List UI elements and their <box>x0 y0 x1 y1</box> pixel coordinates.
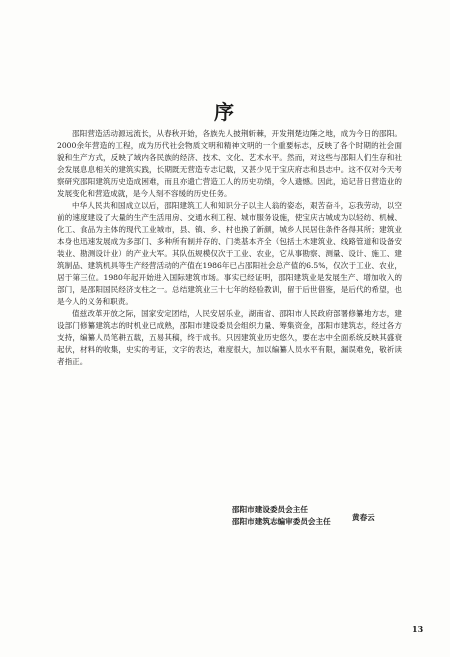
paragraph-1: 邵阳营造活动源远流长，从春秋开始，各族先人披荆斩棘，开发荆楚边陲之地，成为今日的邵阳。2000余年营造的工程，成为历代社会物质文明和精神文明的一个重要标志，反映了各个时期的社会面貌和生产方式，反映了域内各民族的经济、技术、文化、艺术水平。然而，对这些与邵阳人们生存和社会发展息息相关的建筑实践，长期既无营造专志记载，又甚少见于宝庆府志和县志中。这不仅对今天考察研究邵阳建筑历史造成困难，而且亦遗亡营造工人的历史功绩，令人遗憾。因此，追记昔日营造业的发展变化和营造成就，是今人刻不容缓的历史任务。 <box>57 129 402 198</box>
signature-name: 黄春云 <box>352 513 375 522</box>
signature-title-1: 邵阳市建设委员会主任 <box>232 505 308 514</box>
page-number: 13 <box>412 624 424 634</box>
page-title: 序 <box>214 100 236 124</box>
signature-title-2: 邵阳市建筑志编审委员会主任 <box>232 517 331 526</box>
preface-body <box>57 128 402 368</box>
paragraph-3: 值兹改革开放之际，国家安定团结，人民安居乐业，湖南省、邵阳市人民政府部署修纂地方志，建设部门修纂建筑志的时机业已成熟，邵阳市建设委员会组织力量、筹集资金，邵阳市建筑志，经过各方支持，编纂人员笔耕五载，五易其稿，终于成书。只因建筑业历史悠久，要在志中全面系统反映其盛衰起伏，材料的收集，史实的考证，文字的表达，难度很大，加以编纂人员水平有限，漏误难免，敬祈读者指正。 <box>57 309 402 366</box>
paragraph-2: 中华人民共和国成立以后，邵阳建筑工人和知识分子以主人翁的姿态，艰苦奋斗，忘我劳动，以空前的速度建设了大量的生产生活用房、交通水利工程、城市服务设施，使宝庆古城成为以轻纺、机械、化工、食品为主体的现代工业城市，县、镇、乡、村也换了新颜，城乡人民居住条件各得其所；建筑业本身也迅速发展成为多部门、多种所有制并存的、门类基本齐全（包括土木建筑业、线路管道和设备安装业、勘测设计业）的产业大军。其队伍规模仅次于工业、农业，它从事勘察、测量、设计、施工、建筑制品、建筑机具等生产经营活动的产值在1986年已占邵阳社会总产值的6.5%，仅次于工业、农业，居于第三位。1980年起开始进入国际建筑市场。事实已经证明，邵阳建筑业是发展生产、增加收入的部门，是邵阳国民经济支柱之一。总结建筑业三十七年的经验教训，留于后世借鉴，是后代的希望，也是今人的义务和职责。 <box>57 201 402 306</box>
signature-block <box>232 504 432 528</box>
